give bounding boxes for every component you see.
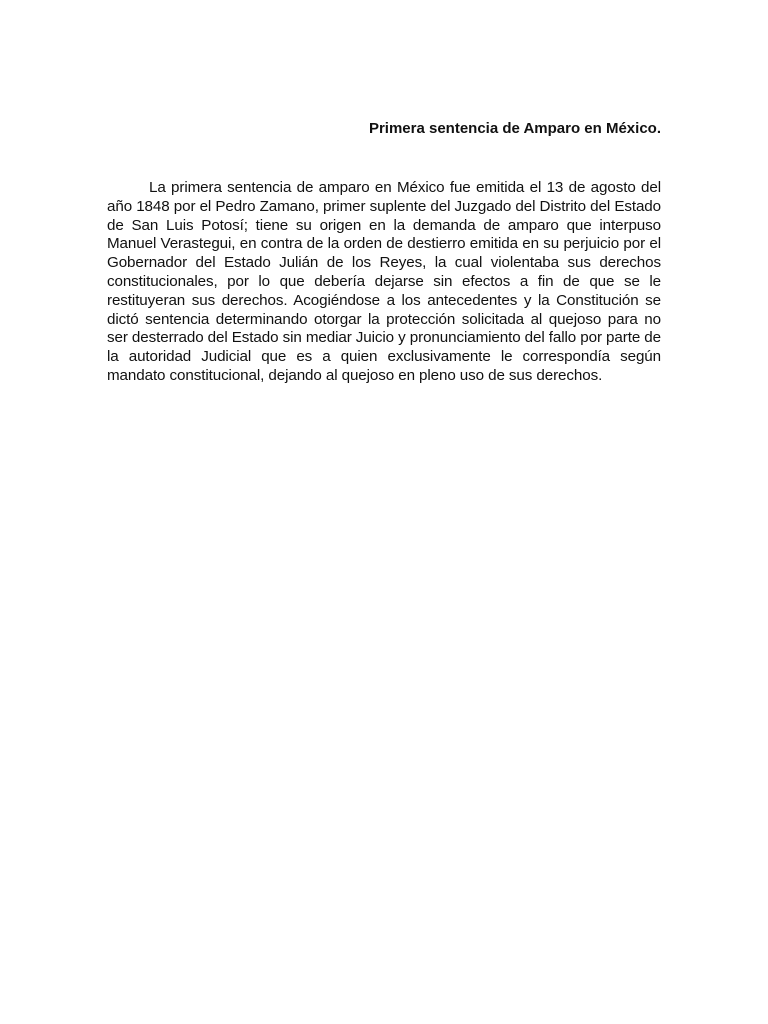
document-title: Primera sentencia de Amparo en México. xyxy=(368,120,661,137)
document-paragraph: La primera sentencia de amparo en México fue emitida el 13 de agosto del año 1848 por el Pedro Zamano, primer suplente del Juzgado del Distrito del Estado de San Luis Potosí; tiene su origen en la demanda de amparo que interpuso Manuel Verastegui, en contra de la orden de destierro emitida en su perjuicio por el Gobernador del Estado Julián de los Reyes, la cual violentaba sus derechos constitucionales, por lo que debería dejarse sin efectos a fin de que se le restituyeran sus derechos. Acogiéndose a los antecedentes y la Constitución se dictó sentencia determinando otorgar la protección solicitada al quejoso para no ser desterrado del Estado sin mediar Juicio y pronunciamiento del fallo por parte de la autoridad Judicial que es a quien exclusivamente le correspondía según mandato constitucional, dejando al quejoso en pleno uso de sus derechos. xyxy=(107,179,661,384)
